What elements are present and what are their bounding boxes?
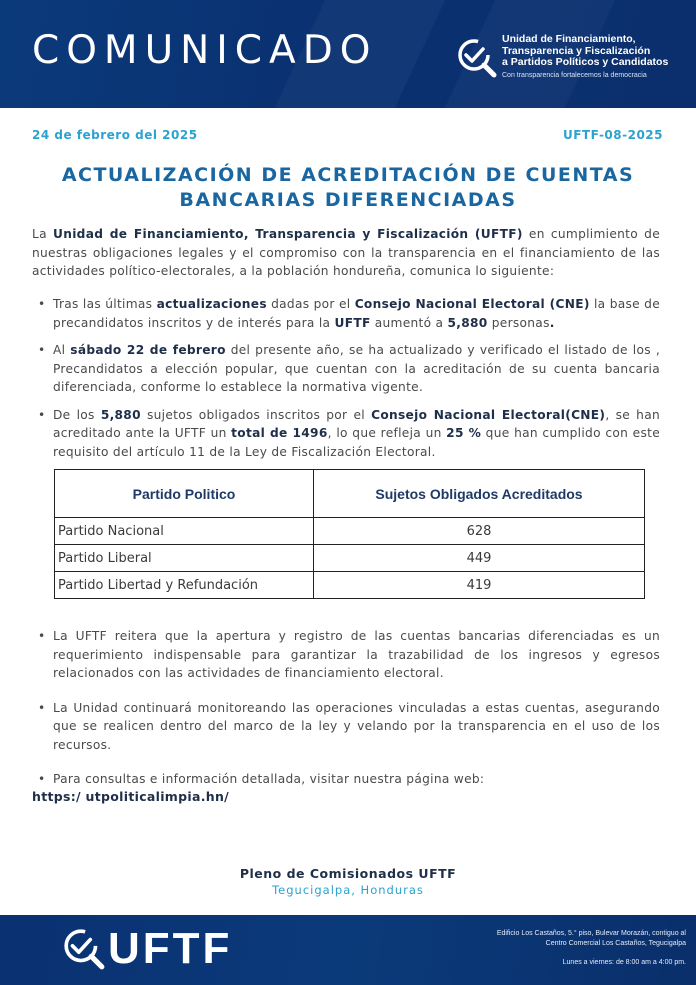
document-code: UFTF-08-2025 (562, 128, 663, 142)
check-magnifier-icon (456, 37, 498, 79)
document-title (40, 163, 656, 213)
intro-paragraph: La Unidad de Financiamiento, Transparencia y Fiscalización (UFTF) en cumplimiento de nuestras obligaciones legales y el compromiso con la transparencia en el financiamiento de las actividades político-electorales, a la población hondureña, comunica lo siguiente: (32, 227, 660, 278)
count-cell: 449 (314, 545, 645, 572)
list-item: • Para consultas e información detallada, visitar nuestra página web: (38, 770, 660, 789)
closing-list (38, 627, 660, 805)
party-cell: Partido Libertad y Refundación (55, 572, 314, 599)
footer-hours: Lunes a viernes: de 8:00 am a 4:00 pm. (562, 959, 686, 966)
signature-name: Pleno de Comisionados UFTF (239, 866, 457, 881)
table-row (55, 518, 645, 545)
table-row (55, 545, 645, 572)
document-date: 24 de febrero del 2025 (32, 128, 198, 142)
footer-logo-text: UFTF (108, 924, 233, 973)
org-tagline: Con transparencia fortalecemos la democracia (502, 71, 647, 79)
org-name-line: a Partidos Políticos y Candidatos (502, 56, 669, 68)
column-header: Sujetos Obligados Acreditados (314, 470, 645, 518)
website-link[interactable]: https:/ utpoliticalimpia.hn/ (32, 789, 230, 804)
count-cell: 419 (314, 572, 645, 599)
address-line: Edificio Los Castaños, 5.° piso, Bulevar Morazán, contiguo al (496, 930, 686, 937)
count-cell: 628 (314, 518, 645, 545)
list-item: • Al sábado 22 de febrero del presente año, se ha actualizado y verificado el listado de los , Precandidatos a elección popular, que cuentan con la acreditación de su cuenta bancaria diferenciada, conforme lo establece la normativa vigente. (38, 341, 660, 397)
footer-banner (0, 915, 696, 985)
check-magnifier-icon (62, 927, 106, 971)
accreditation-table (54, 469, 645, 599)
org-name-line: Unidad de Financiamiento, (502, 33, 636, 45)
list-item: • La Unidad continuará monitoreando las operaciones vinculadas a estas cuentas, asegurando que se realicen dentro del marco de la ley y velando por la transparencia en el uso de los recursos. (38, 699, 660, 755)
list-item: • Tras las últimas actualizaciones dadas por el Consejo Nacional Electoral (CNE) la base de precandidatos inscritos y de interés para la UFTF aumentó a 5,880 personas. (38, 295, 660, 332)
header-banner (0, 0, 696, 108)
org-name-line: Transparencia y Fiscalización (502, 44, 651, 57)
list-item: • La UFTF reitera que la apertura y registro de las cuentas bancarias diferenciadas es un requerimiento indispensable para garantizar la trazabilidad de los ingresos y egresos relacionados con las actividades de financiamiento electoral. (38, 627, 660, 683)
footer-address (416, 929, 686, 949)
address-line: Centro Comercial Los Castaños, Tegucigalpa (545, 940, 686, 947)
party-cell: Partido Nacional (55, 518, 314, 545)
header-title: COMUNICADO (32, 28, 378, 73)
list-item: • De los 5,880 sujetos obligados inscritos por el Consejo Nacional Electoral(CNE), se han acreditado ante la UFTF un total de 1496, lo que refleja un 25 % que han cumplido con este requisito del artículo 11 de la Ley de Fiscalización Electoral. (38, 406, 660, 462)
title-line: ACTUALIZACIÓN DE ACREDITACIÓN DE CUENTAS (61, 164, 635, 186)
title-line: BANCARIAS DIFERENCIADAS (179, 189, 517, 211)
party-cell: Partido Liberal (55, 545, 314, 572)
org-name-block (502, 34, 692, 79)
table-header-row (55, 470, 645, 518)
column-header: Partido Politico (55, 470, 314, 518)
facts-list (38, 295, 660, 470)
signature-city: Tegucigalpa, Honduras (272, 883, 424, 897)
table-row (55, 572, 645, 599)
